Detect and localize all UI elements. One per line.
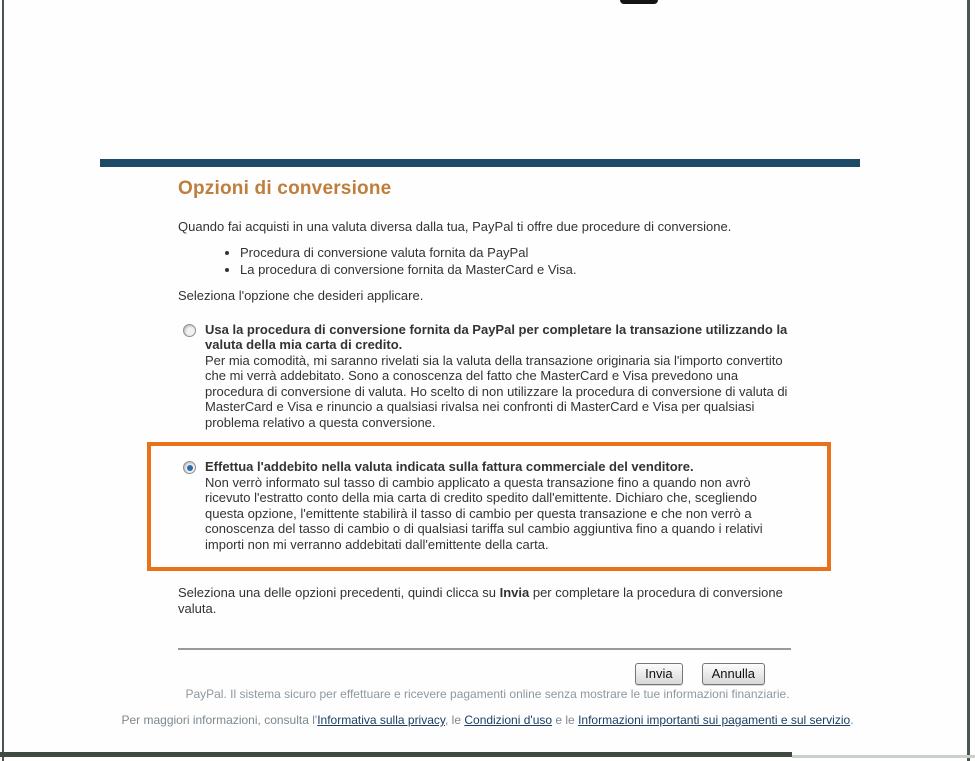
- page-title: Opzioni di conversione: [178, 178, 392, 199]
- paypal-tagline: PayPal. Il sistema sicuro per effettuare e ricevere pagamenti online senza mostrare le tue informazioni finanziarie.: [185, 687, 790, 701]
- form-buttons: [178, 663, 791, 685]
- paypal-conversion-radio[interactable]: [183, 324, 196, 337]
- main-content: [178, 178, 791, 685]
- selected-option-highlight-box: [147, 442, 831, 571]
- privacy-policy-link[interactable]: Informativa sulla privacy: [317, 713, 446, 727]
- seller-currency-radio[interactable]: [183, 461, 196, 474]
- payments-info-link[interactable]: Informazioni importanti sui pagamenti e sul servizio: [578, 713, 851, 727]
- invia-button[interactable]: Invia: [635, 663, 682, 685]
- select-prompt-text: Seleziona l'opzione che desideri applicare.: [178, 288, 424, 303]
- instruction-after: per completare la procedura di conversione valuta.: [178, 585, 783, 616]
- instruction-invia-bold: Invia: [499, 585, 530, 600]
- footer-end: .: [850, 713, 854, 727]
- top-screenshot-artifact: [620, 0, 658, 4]
- right-edge-line: [967, 0, 970, 761]
- option-seller-currency[interactable]: [178, 459, 790, 552]
- terms-of-use-link[interactable]: Condizioni d'uso: [464, 713, 553, 727]
- footer-separator: , le: [445, 713, 465, 727]
- bottom-edge-line-right: [792, 755, 975, 758]
- list-item: • Procedura di conversione valuta fornita da PayPal: [240, 245, 791, 261]
- instruction-before: Seleziona una delle opzioni precedenti, quindi clicca su: [178, 585, 500, 600]
- footer-separator: e le: [552, 713, 579, 727]
- header-divider-bar: [100, 159, 860, 167]
- option-text: [205, 322, 791, 431]
- annulla-button[interactable]: Annulla: [702, 663, 765, 685]
- intro-text: Quando fai acquisti in una valuta diversa dalla tua, PayPal ti offre due procedure di conversione.: [178, 218, 732, 234]
- footer-links-line: [0, 713, 975, 727]
- option-label: Usa la procedura di conversione fornita da PayPal per completare la transazione utilizzando la valuta della mia carta di credito.: [205, 321, 788, 352]
- form-divider: [178, 648, 791, 650]
- conversion-procedures-list: [178, 245, 791, 277]
- option-paypal-conversion[interactable]: [178, 322, 791, 431]
- list-item: • La procedura di conversione fornita da MasterCard e Visa.: [240, 262, 791, 278]
- left-edge-line: [2, 0, 4, 761]
- bottom-edge-line: [0, 752, 792, 757]
- footer-info-prefix: Per maggiori informazioni, consulta l': [121, 713, 318, 727]
- option-description: Non verrò informato sul tasso di cambio applicato a questa transazione fino a quando non avrò ricevuto l'estratto conto della mia carta di credito spedito dall'emittente. Dichiaro che, scegliendo questa opzione, l'emittente stabilirà il tasso di cambio per questa transazione e che non verrò a conoscenza del tasso di cambio o di qualsiasi tariffa sul cambio aggiuntiva fino a quando i relativi importi non mi verranno addebitati dall'emittente della carta.: [205, 474, 763, 552]
- option-text: [205, 459, 790, 552]
- submit-instruction: [178, 585, 791, 616]
- option-description: Per mia comodità, mi saranno rivelati sia la valuta della transazione originaria sia l'importo convertito che mi verrà addebitato. Sono a conoscenza del fatto che MasterCard e Visa prevedono una procedura di conversione di valuta. Ho scelto di non utilizzare la procedura di conversione di valuta di MasterCard e Visa e rinuncio a qualsiasi rivalsa nei confronti di MasterCard e Visa per qualsiasi problema relativo a questa conversione.: [205, 352, 788, 430]
- option-label: Effettua l'addebito nella valuta indicata sulla fattura commerciale del venditore.: [205, 459, 694, 474]
- page-footer: [0, 687, 975, 727]
